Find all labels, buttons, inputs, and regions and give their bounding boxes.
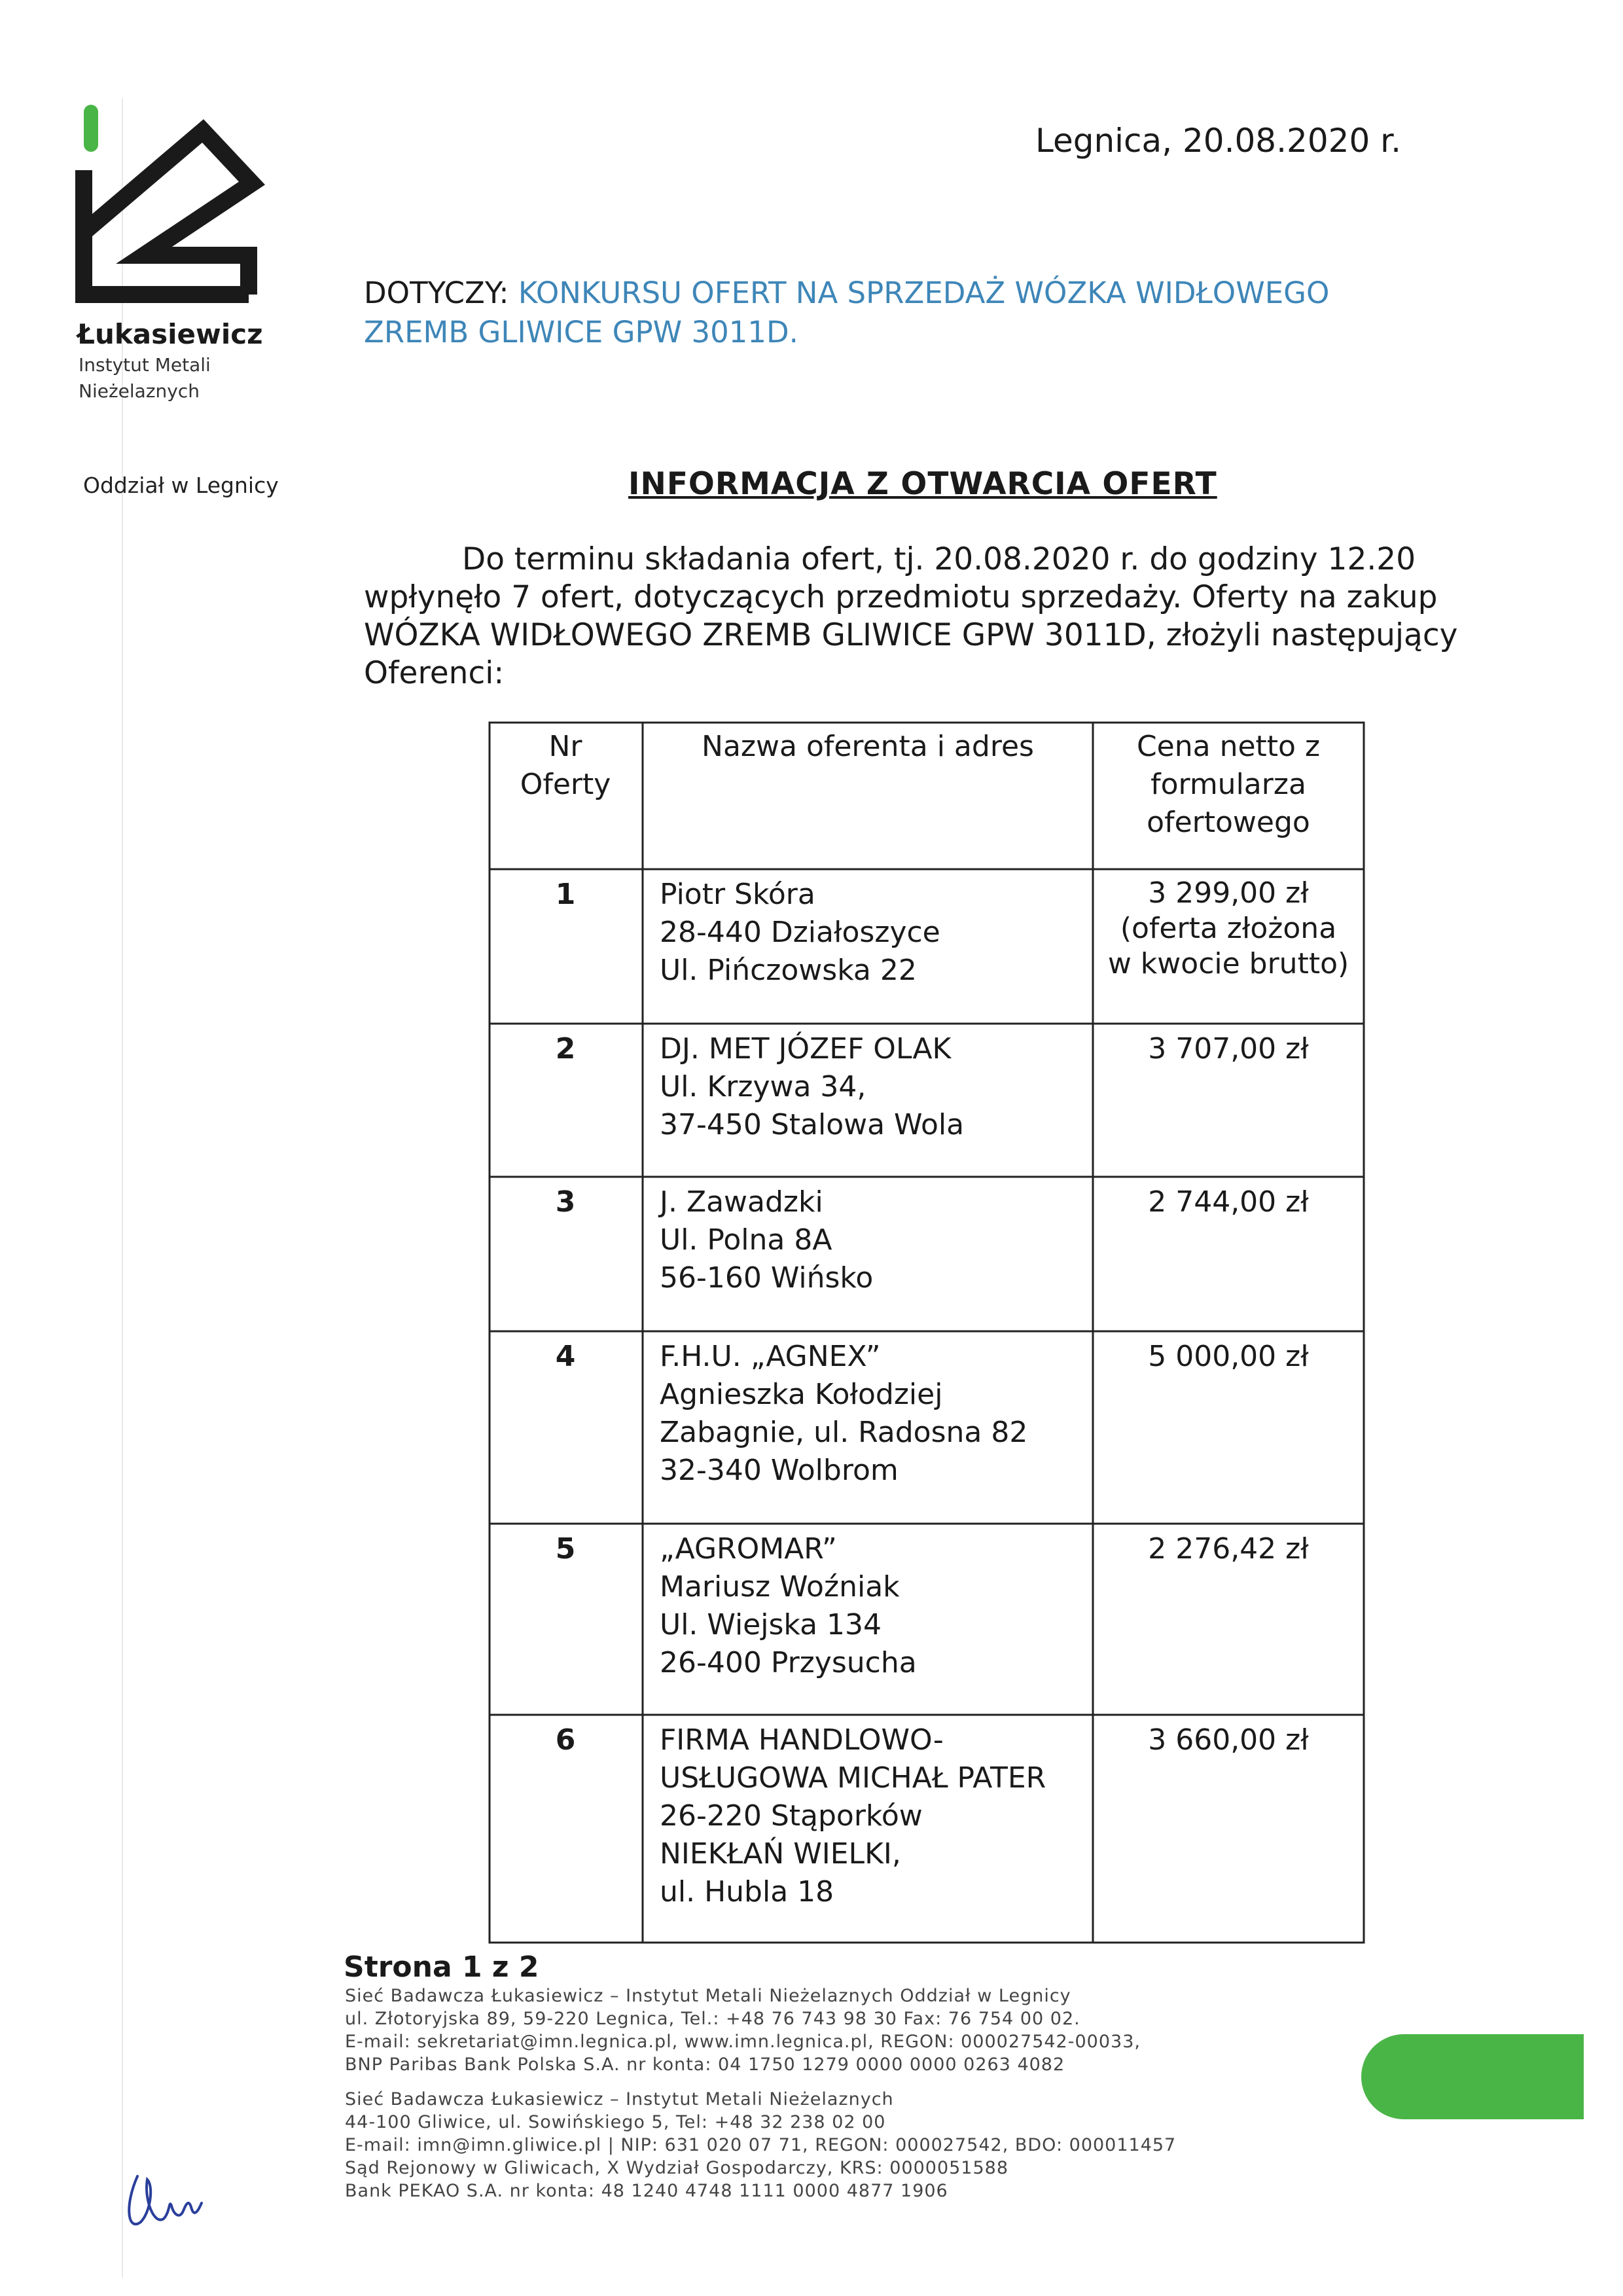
offers-table <box>488 721 1365 1944</box>
address-line: Agnieszka Kołodziej <box>660 1378 943 1411</box>
branch-name: Oddział w Legnicy <box>83 473 279 498</box>
address-line: 32-340 Wolbrom <box>660 1454 899 1487</box>
row-4-nr: 4 <box>555 1340 576 1373</box>
footer-line: Sąd Rejonowy w Gliwicach, X Wydział Gospodarczy, KRS: 0000051588 <box>345 2158 1009 2178</box>
intro-paragraph <box>364 541 1476 692</box>
row-6-nr: 6 <box>555 1723 576 1757</box>
margin-line <box>122 98 123 2278</box>
address-line: 28-440 Działoszyce <box>660 916 940 949</box>
address-line: Piotr Skóra <box>660 878 815 911</box>
header-price <box>1093 728 1364 842</box>
row-2-price <box>1093 1030 1364 1068</box>
price-line: 2 276,42 zł <box>1148 1532 1309 1566</box>
address-line: USŁUGOWA MICHAŁ PATER <box>660 1761 1046 1795</box>
header-price-line: ofertowego <box>1147 806 1310 839</box>
header-name <box>643 728 1093 766</box>
row-4-address <box>660 1338 1085 1490</box>
footer-line: E-mail: sekretariat@imn.legnica.pl, www.imn.legnica.pl, REGON: 000027542-00033, <box>345 2032 1141 2052</box>
address-line: „AGROMAR” <box>660 1532 837 1566</box>
row-6-price <box>1093 1721 1364 1759</box>
row-3-nr: 3 <box>555 1185 576 1219</box>
place-date: Legnica, 20.08.2020 r. <box>1035 122 1402 160</box>
address-line: Ul. Pińczowska 22 <box>660 954 917 987</box>
row-5-nr: 5 <box>555 1532 576 1566</box>
row-3-price <box>1093 1183 1364 1221</box>
logo-name: Łukasiewicz <box>77 318 263 350</box>
price-line: 2 744,00 zł <box>1148 1185 1309 1219</box>
address-line: NIEKŁAŃ WIELKI, <box>660 1837 901 1871</box>
row-1-address <box>660 876 1085 990</box>
intro-line-4: Oferenci: <box>364 655 505 691</box>
address-line: J. Zawadzki <box>660 1185 823 1219</box>
row-4-price <box>1093 1338 1364 1376</box>
price-line: w kwocie brutto) <box>1107 947 1349 980</box>
green-accent-tab <box>1361 2034 1584 2119</box>
address-line: ul. Hubla 18 <box>660 1875 834 1909</box>
subject-line-2: ZREMB GLIWICE GPW 3011D. <box>364 315 798 350</box>
address-line: 37-450 Stalowa Wola <box>660 1108 965 1141</box>
document-title: INFORMACJA Z OTWARCIA OFERT <box>628 466 1217 502</box>
row-1-price <box>1093 876 1364 982</box>
footer-line: BNP Paribas Bank Polska S.A. nr konta: 04 1750 1279 0000 0000 0263 4082 <box>345 2054 1065 2075</box>
header-nr-line: Oferty <box>520 768 611 801</box>
footer-gliwice <box>345 2088 1392 2202</box>
intro-line-3: WÓZKA WIDŁOWEGO ZREMB GLIWICE GPW 3011D, złożyli następujący <box>364 617 1458 653</box>
logo-subtitle-2: Nieżelaznych <box>79 380 200 402</box>
row-3-address <box>660 1183 1085 1297</box>
footer-line: Sieć Badawcza Łukasiewicz – Instytut Metali Nieżelaznych Oddział w Legnicy <box>345 1986 1071 2006</box>
lukasiewicz-logo-icon <box>72 98 268 321</box>
address-line: Zabagnie, ul. Radosna 82 <box>660 1416 1028 1449</box>
address-line: Ul. Wiejska 134 <box>660 1608 882 1641</box>
header-price-line: formularza <box>1150 768 1306 801</box>
price-line: (oferta złożona <box>1120 912 1337 945</box>
address-line: DJ. MET JÓZEF OLAK <box>660 1032 952 1066</box>
price-line: 3 707,00 zł <box>1148 1032 1309 1066</box>
subject <box>364 274 1476 352</box>
subject-line-1: KONKURSU OFERT NA SPRZEDAŻ WÓZKA WIDŁOWEGO <box>518 276 1330 310</box>
address-line: Ul. Polna 8A <box>660 1223 832 1257</box>
header-nr-line: Nr <box>548 730 582 763</box>
row-5-address <box>660 1530 1085 1682</box>
page-number: Strona 1 z 2 <box>344 1950 539 1984</box>
row-2-nr: 2 <box>555 1032 576 1066</box>
address-line: 26-400 Przysucha <box>660 1646 917 1679</box>
footer-legnica <box>345 1984 1392 2076</box>
row-6-address <box>660 1721 1085 1911</box>
footer-line: Bank PEKAO S.A. nr konta: 48 1240 4748 1111 0000 4877 1906 <box>345 2181 948 2201</box>
address-line: F.H.U. „AGNEX” <box>660 1340 881 1373</box>
price-line: 3 660,00 zł <box>1148 1723 1309 1757</box>
address-line: Mariusz Woźniak <box>660 1570 900 1604</box>
price-line: 3 299,00 zł <box>1148 876 1309 910</box>
footer-line: Sieć Badawcza Łukasiewicz – Instytut Metali Nieżelaznych <box>345 2089 894 2109</box>
address-line: Ul. Krzywa 34, <box>660 1070 866 1103</box>
subject-label: DOTYCZY: <box>364 276 509 310</box>
footer-line: 44-100 Gliwice, ul. Sowińskiego 5, Tel: +48 32 238 02 00 <box>345 2112 886 2132</box>
header-price-line: Cena netto z <box>1136 730 1321 763</box>
address-line: FIRMA HANDLOWO- <box>660 1723 944 1757</box>
row-5-price <box>1093 1530 1364 1568</box>
footer-line: ul. Złotoryjska 89, 59-220 Legnica, Tel.: +48 76 743 98 30 Fax: 76 754 00 02. <box>345 2009 1080 2029</box>
row-1-nr: 1 <box>555 878 576 911</box>
header-name-line: Nazwa oferenta i adres <box>702 730 1034 763</box>
address-line: 26-220 Stąporków <box>660 1799 923 1833</box>
address-line: 56-160 Wińsko <box>660 1261 874 1295</box>
footer-line: E-mail: imn@imn.gliwice.pl | NIP: 631 020 07 71, REGON: 000027542, BDO: 000011457 <box>345 2135 1177 2155</box>
handwritten-signature <box>118 2160 216 2245</box>
row-2-address <box>660 1030 1085 1144</box>
price-line: 5 000,00 zł <box>1148 1340 1309 1373</box>
header-nr <box>488 728 643 804</box>
logo-subtitle-1: Instytut Metali <box>79 354 211 376</box>
intro-line-2: wpłynęło 7 ofert, dotyczących przedmiotu sprzedaży. Oferty na zakup <box>364 579 1438 615</box>
intro-line-1: Do terminu składania ofert, tj. 20.08.2020 r. do godziny 12.20 <box>462 541 1416 577</box>
